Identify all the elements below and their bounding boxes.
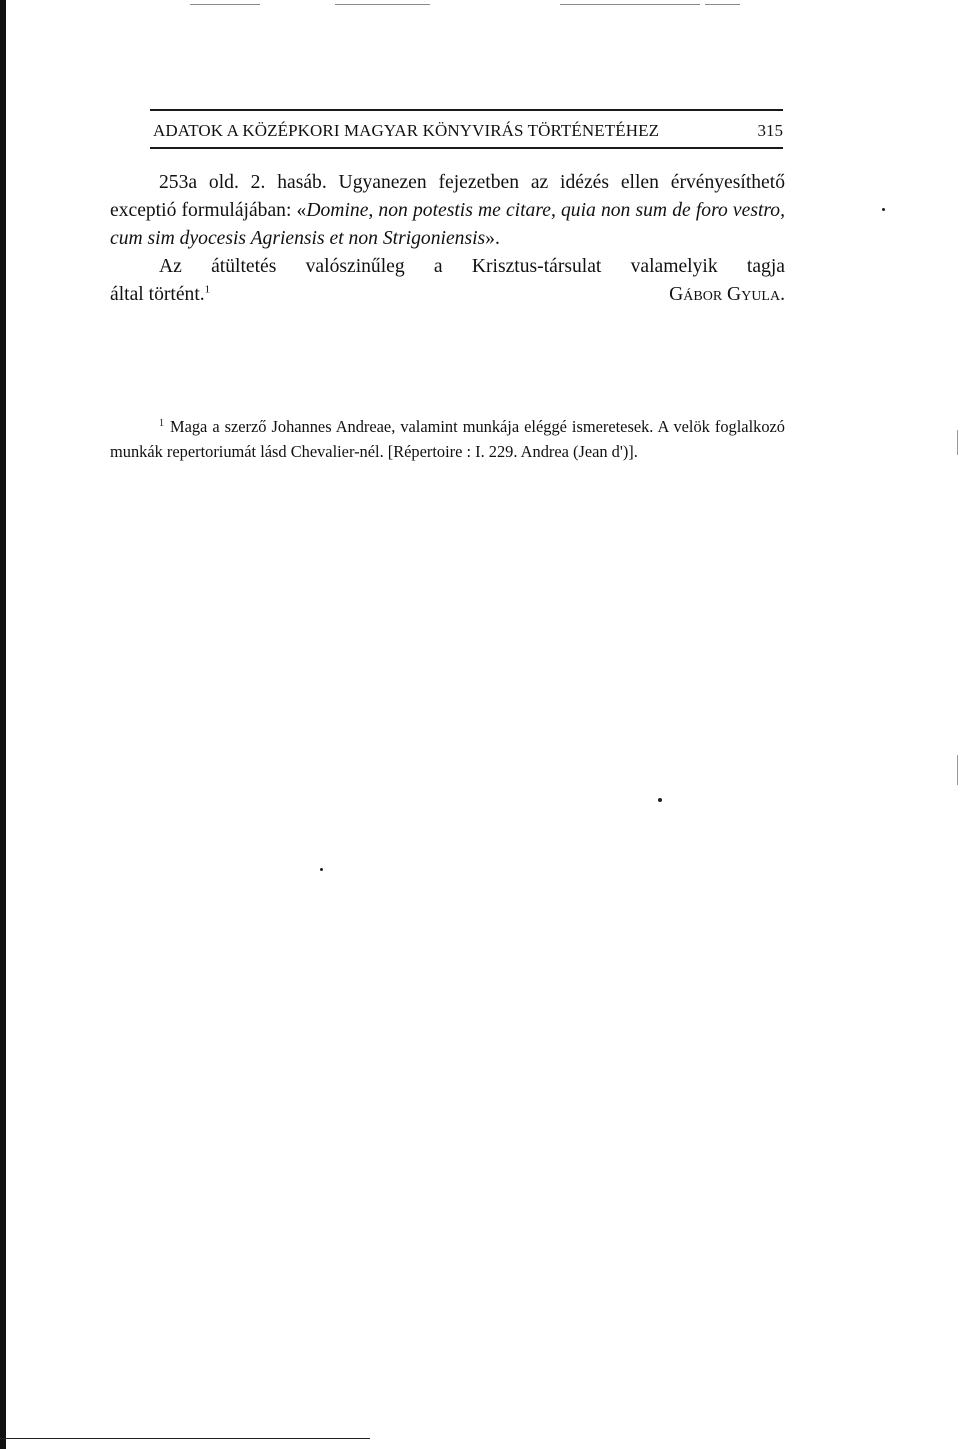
scan-top-mark [560,4,700,5]
scan-speck [882,208,885,211]
latin-quotation: Domine, non potestis me citare, quia non sum de foro vestro, cum sim dyocesis Agriensis et non Strigoniensis [110,200,785,249]
scan-top-mark [335,4,430,5]
scan-speck [658,798,662,802]
page-number: 315 [757,121,783,140]
scan-top-mark [705,4,740,5]
scan-edge-mark [957,755,958,785]
continuation-spacer [110,281,210,309]
signature-line [110,281,785,309]
paragraph-2 [110,253,785,281]
scan-top-mark [190,4,260,5]
scan-edge-mark [957,430,958,455]
page-header [150,109,783,149]
paragraph-2-tail: által történt. [110,284,205,305]
footnote [110,414,785,464]
running-head: ADATOK A KÖZÉPKORI MAGYAR KÖNYVIRÁS TÖRTÉNETÉHEZ [153,121,660,140]
scan-left-edge [0,0,6,1449]
paragraph-1-lead: 253a old. 2. hasáb. Ugyanezen fejezetben az idézés ellen érvényesíthető exceptió formulájában: « [110,172,785,221]
footnote-reference: 1 [204,283,211,296]
body-text [110,169,785,309]
paragraph-1 [110,169,785,253]
paragraph-2-text: Az átültetés valószinűleg a Krisztus-társulat valamelyik tagja [159,256,785,277]
scan-speck [320,868,323,871]
scan-bottom-line [0,1438,370,1439]
author-signature: Gábor Gyula. [669,284,785,305]
quotation-close: ». [485,228,500,249]
footnote-text: Maga a szerző Johannes Andreae, valamint munkája eléggé ismeretesek. A velök foglalkozó munkák repertoriumát lásd Chevalier-nél. [Répertoire : I. 229. Andrea (Jean d')]. [110,417,785,461]
footnote-marker: 1 [159,417,164,429]
